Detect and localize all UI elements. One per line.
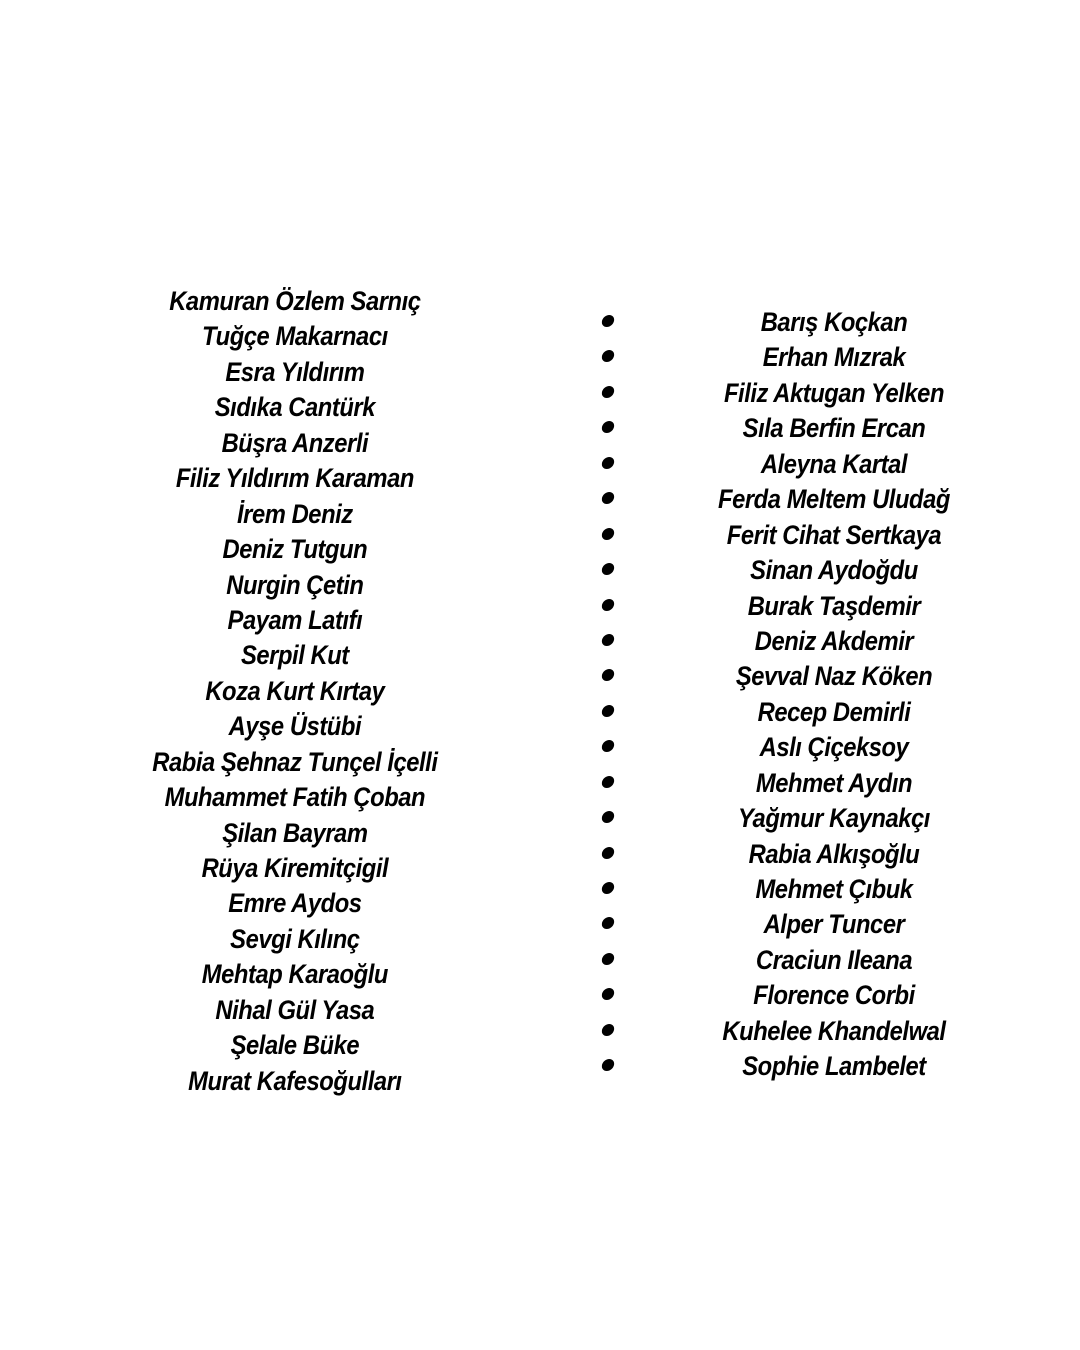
list-item-text: Burak Taşdemir <box>747 590 921 621</box>
bullet-icon <box>601 811 616 823</box>
list-item: Esra Yıldırım <box>225 356 365 387</box>
bullet-icon <box>601 634 616 646</box>
bullet-icon <box>601 776 616 788</box>
bulleted-list-item <box>594 907 1044 942</box>
list-item: Tuğçe Makarnacı <box>201 321 388 352</box>
list-item: Muhammet Fatih Çoban <box>164 782 426 813</box>
list-item-text: Sinan Aydoğdu <box>750 555 918 586</box>
list-item-text: Recep Demirli <box>757 696 911 727</box>
list-item-text: Ferda Meltem Uludağ <box>718 484 950 515</box>
list-item-text: Erhan Mızrak <box>762 342 906 373</box>
bulleted-list-item <box>594 624 1044 659</box>
bullet-icon <box>601 386 616 398</box>
bullet-icon <box>601 988 616 1000</box>
bulleted-list-item <box>594 943 1044 978</box>
list-item-text: Barış Koçkan <box>760 307 908 337</box>
bulleted-list-item <box>594 376 1044 411</box>
bullet-icon <box>601 315 616 327</box>
list-item-text: Sıla Berfin Ercan <box>742 413 926 444</box>
list-item-text: Mehmet Aydın <box>755 767 913 798</box>
bullet-icon <box>601 740 616 752</box>
bulleted-list-item <box>594 589 1044 624</box>
list-item-text: Craciun Ileana <box>755 944 913 975</box>
list-item: Koza Kurt Kırtay <box>205 675 385 706</box>
bulleted-list-item <box>594 766 1044 801</box>
bullet-icon <box>601 599 616 611</box>
bullet-icon <box>601 1059 616 1071</box>
bulleted-list-item <box>594 659 1044 694</box>
bulleted-list-item <box>594 553 1044 588</box>
list-item: Mehtap Karaoğlu <box>201 959 388 990</box>
right-name-list <box>594 305 1044 1085</box>
list-item: İrem Deniz <box>236 498 353 529</box>
bullet-icon <box>601 882 616 894</box>
list-item: Serpil Kut <box>240 640 349 671</box>
list-item-text: Rabia Alkışoğlu <box>748 838 920 869</box>
bullet-icon <box>601 847 616 859</box>
bullet-icon <box>601 705 616 717</box>
list-item: Büşra Anzerli <box>221 427 369 458</box>
left-name-list <box>40 284 550 1099</box>
list-item-text: Mehmet Çıbuk <box>755 874 913 904</box>
list-item-text: Aleyna Kartal <box>760 448 908 479</box>
list-item: Ayşe Üstübi <box>228 711 362 742</box>
bulleted-list-item <box>594 518 1044 553</box>
list-item: Sıdıka Cantürk <box>214 392 375 423</box>
list-item-text: Filiz Aktugan Yelken <box>723 377 945 408</box>
bulleted-list-item <box>594 482 1044 517</box>
list-item: Kamuran Özlem Sarnıç <box>169 286 421 316</box>
bulleted-list-item <box>594 837 1044 872</box>
bullet-icon <box>601 421 616 433</box>
list-item-text: Ferit Cihat Sertkaya <box>726 519 942 550</box>
bulleted-list-item <box>594 730 1044 765</box>
bulleted-list-item <box>594 447 1044 482</box>
bullet-icon <box>601 528 616 540</box>
bullet-icon <box>601 563 616 575</box>
bulleted-list-item <box>594 340 1044 375</box>
list-item: Şilan Bayram <box>222 817 368 848</box>
list-item: Filiz Yıldırım Karaman <box>175 463 414 494</box>
bulleted-list-item <box>594 695 1044 730</box>
bullet-icon <box>601 350 616 362</box>
list-item: Nurgin Çetin <box>226 569 364 600</box>
bullet-icon <box>601 1024 616 1036</box>
list-item: Murat Kafesoğulları <box>188 1065 402 1096</box>
bulleted-list-item <box>594 1014 1044 1049</box>
list-item: Payam Latıfı <box>227 604 363 635</box>
list-item-text: Yağmur Kaynakçı <box>738 803 930 834</box>
list-item: Deniz Tutgun <box>222 534 368 565</box>
bullet-icon <box>601 953 616 965</box>
list-item: Nihal Gül Yasa <box>215 994 375 1025</box>
bullet-icon <box>601 492 616 504</box>
bulleted-list-item <box>594 978 1044 1013</box>
list-item-text: Kuhelee Khandelwal <box>722 1015 946 1046</box>
list-item-text: Aslı Çiçeksoy <box>759 732 909 763</box>
list-item-text: Şevval Naz Köken <box>735 661 933 692</box>
list-item-text: Sophie Lambelet <box>742 1051 926 1082</box>
bulleted-list-item <box>594 872 1044 907</box>
list-item-text: Deniz Akdemir <box>754 625 914 656</box>
list-item: Rabia Şehnaz Tunçel İçelli <box>152 746 438 777</box>
bullet-icon <box>601 457 616 469</box>
bulleted-list-item <box>594 411 1044 446</box>
bulleted-list-item <box>594 305 1044 340</box>
list-item-text: Florence Corbi <box>753 980 915 1011</box>
bulleted-list-item <box>594 801 1044 836</box>
list-item: Sevgi Kılınç <box>230 923 360 954</box>
bullet-icon <box>601 917 616 929</box>
bulleted-list-item <box>594 1049 1044 1084</box>
list-item-text: Alper Tuncer <box>763 909 905 940</box>
bullet-icon <box>601 669 616 681</box>
list-item: Emre Aydos <box>228 888 362 919</box>
list-item: Rüya Kiremitçigil <box>201 853 389 883</box>
list-item: Şelale Büke <box>230 1030 360 1061</box>
